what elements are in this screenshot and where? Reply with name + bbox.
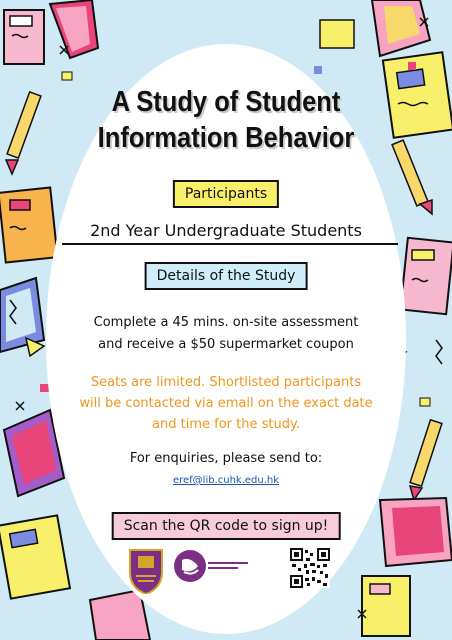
qr-code-icon[interactable] (290, 548, 330, 588)
poster-title (62, 84, 389, 156)
library-logo-icon (172, 548, 208, 584)
participants-value: 2nd Year Undergraduate Students (90, 221, 362, 240)
details-line-1: Complete a 45 mins. on-site assessment (93, 315, 359, 330)
cuhk-crest-icon (126, 548, 166, 594)
participants-label: Participants (173, 180, 279, 208)
email-link[interactable]: eref@lib.cuhk.edu.hk (172, 475, 280, 486)
enquiry-text: For enquiries, please send to: (129, 451, 323, 466)
notice-line-2: will be contacted via email on the exact date (79, 396, 373, 411)
title-line-1: A Study of Student (111, 86, 341, 118)
divider (62, 243, 398, 245)
details-text (60, 312, 392, 356)
notice-line-3: and time for the study. (152, 417, 300, 432)
signup-label: Scan the QR code to sign up! (112, 512, 341, 540)
library-wordmark-icon (208, 560, 252, 574)
details-label: Details of the Study (145, 262, 308, 290)
notice-line-1: Seats are limited. Shortlisted participants (90, 375, 362, 390)
notice-text (50, 372, 402, 435)
details-line-2: and receive a $50 supermarket coupon (98, 337, 354, 352)
title-line-2: Information Behavior (97, 122, 355, 154)
